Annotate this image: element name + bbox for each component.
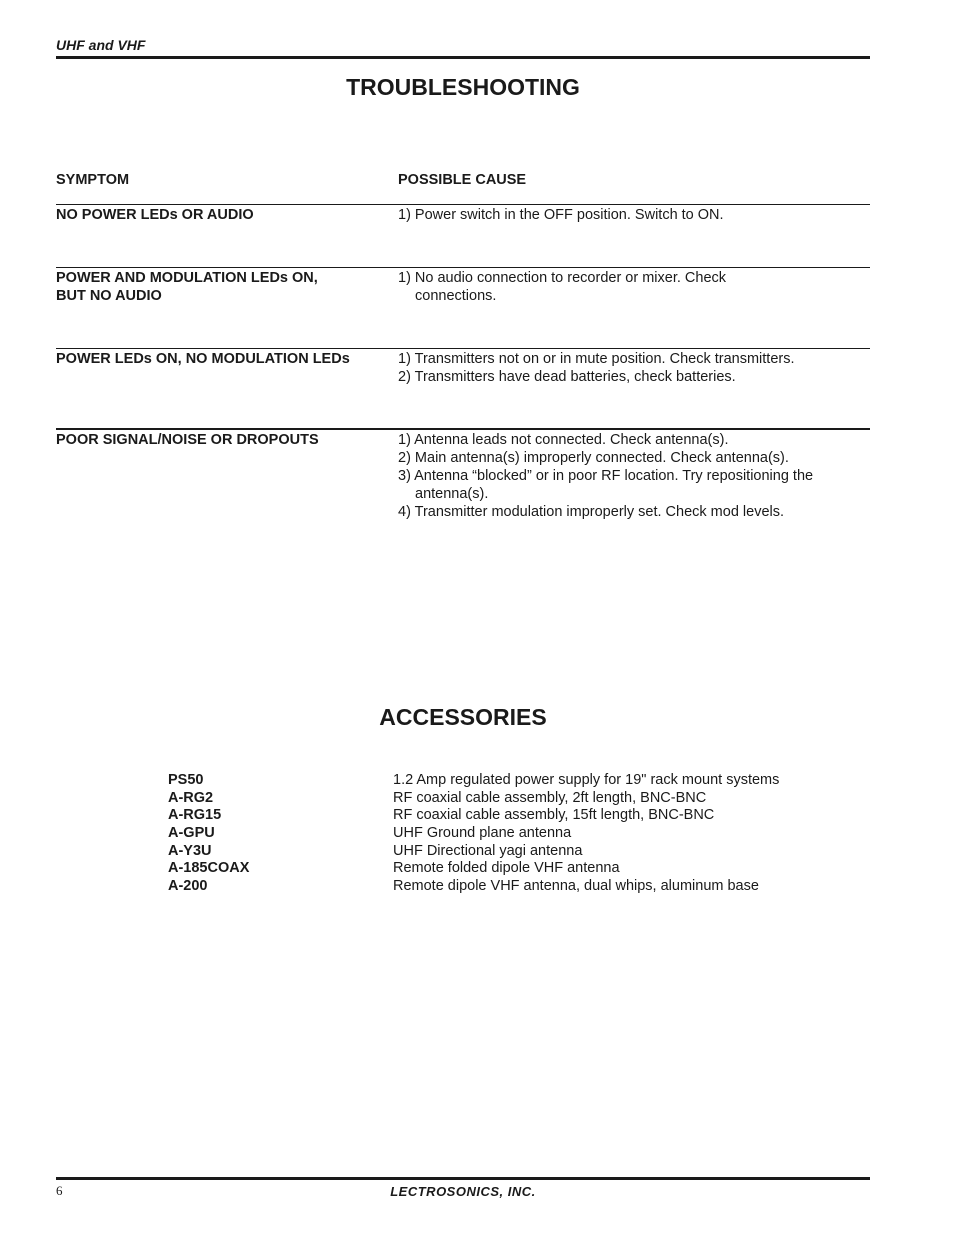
cause-item: 1) Antenna leads not connected. Check antenna(s). — [398, 432, 729, 448]
cause-item: 1) Power switch in the OFF position. Switch to ON. — [398, 207, 724, 223]
accessory-item — [168, 860, 868, 878]
accessory-description: UHF Directional yagi antenna — [393, 842, 583, 859]
accessory-description: Remote folded dipole VHF antenna — [393, 860, 620, 877]
header-rule — [56, 56, 870, 59]
accessory-code: A-GPU — [168, 825, 215, 842]
header-label: UHF and VHF — [56, 37, 146, 53]
accessory-description: RF coaxial cable assembly, 2ft length, BNC-BNC — [393, 789, 707, 806]
cause-column-header: POSSIBLE CAUSE — [398, 172, 527, 188]
cause-item: 1) Transmitters not on or in mute position. Check transmitters. — [398, 351, 795, 367]
symptom-line: NO POWER LEDs OR AUDIO — [56, 207, 254, 223]
cause-item: 1) No audio connection to recorder or mixer. Check connections. — [398, 270, 727, 304]
page-number: 6 — [56, 1183, 63, 1198]
cause-list — [398, 431, 868, 521]
symptom-text — [56, 206, 376, 224]
accessory-description: 1.2 Amp regulated power supply for 19" rack mount systems — [393, 772, 780, 788]
row-divider — [56, 348, 870, 349]
cause-item: 3) Antenna “blocked” or in poor RF location. Try repositioning the antenna(s). — [398, 468, 814, 502]
cause-item: 2) Transmitters have dead batteries, check batteries. — [398, 369, 736, 385]
cause-item: 2) Main antenna(s) improperly connected. Check antenna(s). — [398, 450, 789, 466]
accessory-item — [168, 790, 868, 808]
accessory-item — [168, 878, 868, 896]
footer-rule — [56, 1177, 870, 1180]
symptom-text — [56, 431, 376, 449]
symptom-column-header: SYMPTOM — [56, 172, 130, 188]
row-divider — [56, 428, 870, 430]
cause-item: 4) Transmitter modulation improperly set. Check mod levels. — [398, 504, 785, 520]
accessory-code: A-185COAX — [168, 860, 250, 877]
accessory-code: PS50 — [168, 772, 204, 788]
accessory-item — [168, 807, 868, 825]
accessories-list — [168, 772, 868, 896]
cause-list — [398, 350, 868, 386]
symptom-text — [56, 350, 396, 368]
footer-company: LECTROSONICS, INC. — [390, 1184, 536, 1199]
row-divider — [56, 204, 870, 205]
cause-list — [398, 206, 868, 224]
accessories-title: ACCESSORIES — [379, 704, 547, 730]
row-divider — [56, 267, 870, 268]
accessory-item — [168, 843, 868, 861]
accessory-item — [168, 772, 868, 790]
accessory-code: A-Y3U — [168, 842, 212, 859]
accessory-code: A-RG15 — [168, 807, 222, 824]
symptom-text — [56, 269, 376, 305]
accessory-code: A-RG2 — [168, 789, 214, 806]
symptom-line: POOR SIGNAL/NOISE OR DROPOUTS — [56, 432, 319, 448]
accessory-item — [168, 825, 868, 843]
accessory-description: RF coaxial cable assembly, 15ft length, BNC-BNC — [393, 807, 715, 824]
accessory-code: A-200 — [168, 878, 208, 895]
symptom-line: POWER AND MODULATION LEDs ON, — [56, 270, 318, 286]
symptom-line: BUT NO AUDIO — [56, 288, 162, 304]
cause-list — [398, 269, 728, 305]
accessory-description: UHF Ground plane antenna — [393, 825, 572, 842]
symptom-line: POWER LEDs ON, NO MODULATION LEDs — [56, 351, 350, 367]
troubleshooting-title: TROUBLESHOOTING — [346, 74, 580, 100]
accessory-description: Remote dipole VHF antenna, dual whips, aluminum base — [393, 878, 759, 895]
